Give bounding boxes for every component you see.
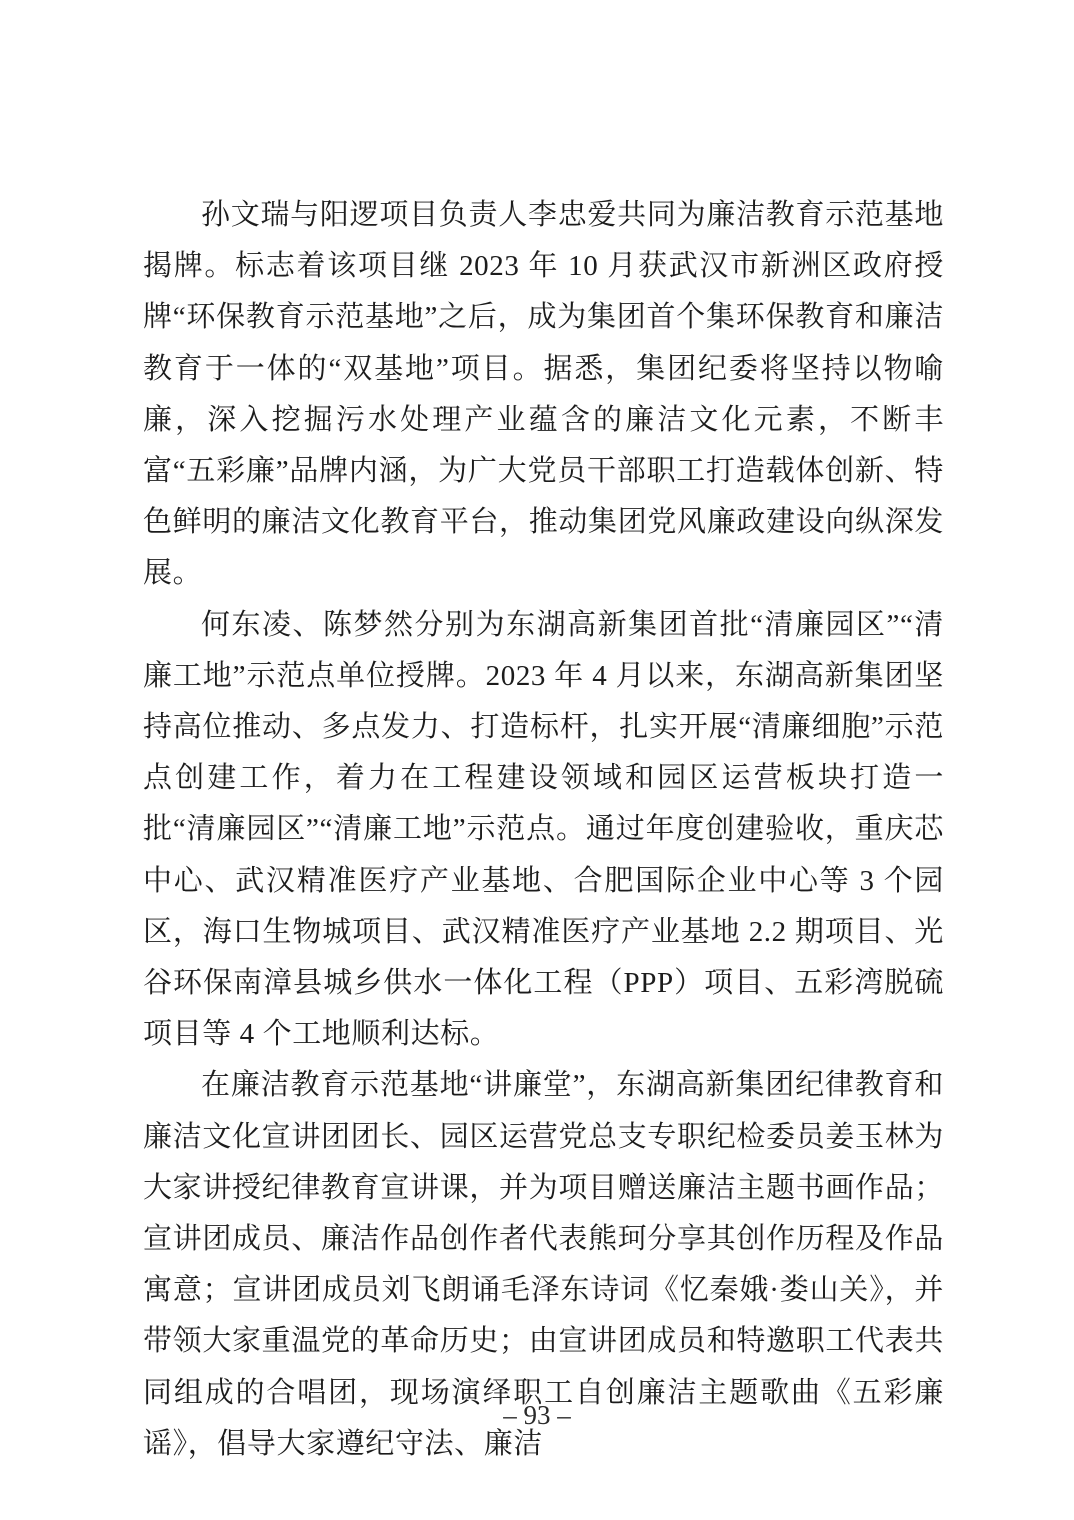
paragraph-unveiling-base: 孙文瑞与阳逻项目负责人李忠爱共同为廉洁教育示范基地揭牌。标志着该项目继 2023 年 10 月获武汉市新洲区政府授牌“环保教育示范基地”之后，成为集团首个集环保教育和廉洁教育于一体的“双基地”项目。据悉，集团纪委将坚持以物喻廉，深入挖掘污水处理产业蕴含的廉洁文化元素，不断丰富“五彩廉”品牌内涵，为广大党员干部职工打造载体创新、特色鲜明的廉洁文化教育平台，推动集团党风廉政建设向纵深发展。 xyxy=(143,199,944,590)
paragraph-jianliantang-activities: 在廉洁教育示范基地“讲廉堂”，东湖高新集团纪律教育和廉洁文化宣讲团团长、园区运营党总支专职纪检委员姜玉林为大家讲授纪律教育宣讲课，并为项目赠送廉洁主题书画作品；宣讲团成员、廉洁作品创作者代表熊珂分享其创作历程及作品寓意；宣讲团成员刘飞朗诵毛泽东诗词《忆秦娥·娄山关》，并带领大家重温党的革命历史；由宣讲团成员和特邀职工代表共同组成的合唱团，现场演绎职工自创廉洁主题歌曲《五彩廉谣》，倡导大家遵纪守法、廉洁 xyxy=(143,1069,944,1460)
paragraph-qinglian-awards: 何东凌、陈梦然分别为东湖高新集团首批“清廉园区”“清廉工地”示范点单位授牌。2023 年 4 月以来，东湖高新集团坚持高位推动、多点发力、打造标杆，扎实开展“清廉细胞”示范点创建工作，着力在工程建设领域和园区运营板块打造一批“清廉园区”“清廉工地”示范点。通过年度创建验收，重庆芯中心、武汉精准医疗产业基地、合肥国际企业中心等 3 个园区，海口生物城项目、武汉精准医疗产业基地 2.2 期项目、光谷环保南漳县城乡供水一体化工程（PPP）项目、五彩湾脱硫项目等 4 个工地顺利达标。 xyxy=(143,608,944,1051)
page-number: – 93 – xyxy=(503,1400,571,1430)
document-body xyxy=(143,190,944,1470)
